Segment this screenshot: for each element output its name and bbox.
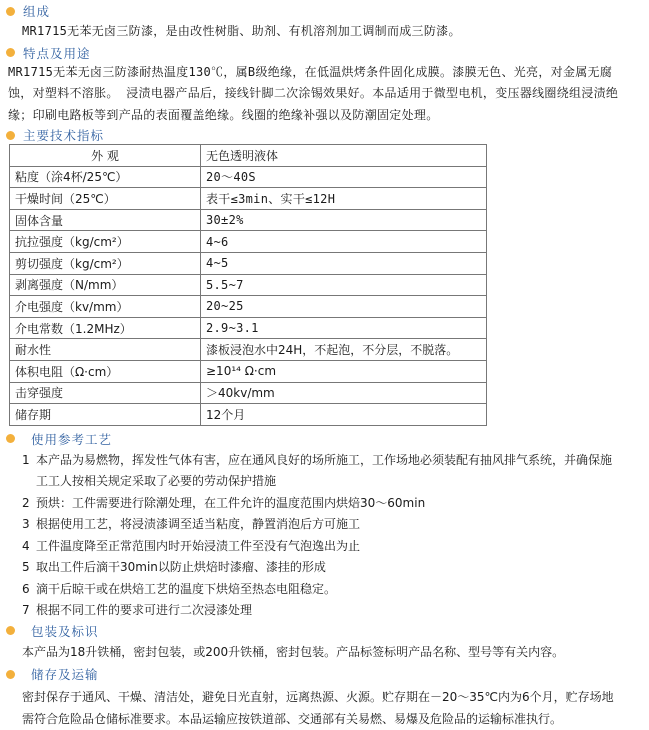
process-steps [0, 450, 649, 622]
section-title: 使用参考工艺 [31, 431, 113, 447]
text-line: MR1715无苯无卤三防漆，是由改性树脂、助剂、有机溶剂加工调制而成三防漆。 [22, 24, 461, 38]
text-line: 密封保存于通风、干燥、清洁处，避免日光直射，远离热源、火源。贮存期在－20～35℃内为6个月，贮存场地 [22, 690, 614, 705]
bullet-dot-icon [6, 131, 15, 140]
table-row [10, 231, 487, 253]
table-row [10, 145, 487, 167]
table-row [10, 296, 487, 318]
step-text: 工件温度降至正常范围内时开始浸渍工件至没有气泡逸出为止 [36, 538, 361, 553]
table-row [10, 166, 487, 188]
spec-key: 抗拉强度（kg/cm²） [10, 231, 201, 253]
table-row [10, 317, 487, 339]
spec-key: 储存期 [10, 404, 201, 426]
list-item [22, 557, 649, 579]
step-number: 7 [22, 603, 30, 618]
spec-value: 漆板浸泡水中24H，不起泡，不分层，不脱落。 [201, 339, 487, 361]
features-text [0, 62, 649, 127]
table-row [10, 188, 487, 210]
spec-key: 耐水性 [10, 339, 201, 361]
text-line: MR1715无苯无卤三防漆耐热温度130℃，属B级绝缘，在低温烘烤条件固化成膜。漆膜无色、光亮，对金属无腐 [8, 64, 613, 79]
list-item [22, 536, 649, 558]
spec-value: 4~6 [201, 231, 487, 253]
spec-value: 2.9~3.1 [201, 317, 487, 339]
spec-key: 体积电阻（Ω·cm） [10, 360, 201, 382]
bullet-dot-icon [6, 626, 15, 635]
table-row [10, 209, 487, 231]
spec-key: 外 观 [10, 145, 201, 167]
list-item [22, 450, 649, 472]
spec-key: 剪切强度（kg/cm²） [10, 252, 201, 274]
bullet-dot-icon [6, 434, 15, 443]
spec-value: 20~25 [201, 296, 487, 318]
section-title: 组成 [23, 4, 51, 19]
text-line: 缘；印刷电路板等到产品的表面覆盖绝缘。线圈的绝缘补强以及防潮固定处理。 [8, 107, 439, 122]
text-line: 本产品为18升铁桶，密封包装，或200升铁桶，密封包装。产品标签标明产品名称、型号等有关内容。 [22, 644, 565, 659]
list-item-continuation: 工工人按相关规定采取了必要的劳动保护措施 [36, 474, 277, 489]
step-text: 滴干后晾干或在烘焙工艺的温度下烘焙至热态电阻稳定。 [36, 581, 337, 596]
spec-key: 粘度（涂4杯/25℃） [10, 166, 201, 188]
spec-key: 介电强度（kv/mm） [10, 296, 201, 318]
section-title: 储存及运输 [31, 667, 99, 683]
spec-value: ≥10¹⁴ Ω·cm [201, 360, 487, 382]
spec-key: 剥离强度（N/mm） [10, 274, 201, 296]
section-heading-composition [0, 2, 649, 20]
spec-key: 干燥时间（25℃） [10, 188, 201, 210]
storage-text [0, 687, 649, 730]
step-text: 取出工件后滴干30min以防止烘焙时漆瘤、漆挂的形成 [36, 560, 326, 575]
table-row [10, 404, 487, 426]
step-number: 5 [22, 560, 30, 575]
step-number: 2 [22, 495, 30, 510]
spec-key: 击穿强度 [10, 382, 201, 404]
spec-value: 20～40S [201, 166, 487, 188]
table-row [10, 360, 487, 382]
packaging-text [0, 642, 649, 664]
section-heading-specs [0, 126, 649, 144]
list-item [22, 600, 649, 622]
spec-table [9, 144, 487, 426]
step-number: 3 [22, 517, 30, 532]
section-heading-packaging [0, 622, 649, 640]
table-row [10, 339, 487, 361]
section-title: 特点及用途 [23, 45, 91, 61]
spec-value: 无色透明液体 [201, 145, 487, 167]
step-number: 4 [22, 538, 30, 553]
section-title: 包装及标识 [31, 623, 99, 639]
spec-value: 12个月 [201, 404, 487, 426]
text-line: 需符合危险品仓储标准要求。本品运输应按铁道部、交通部有关易燃、易爆及危险品的运输标准执行。 [22, 711, 563, 726]
text-line: 蚀，对塑料不溶胀。 浸渍电器产品后，接线针脚二次涂锡效果好。本品适用于微型电机，变压器线圈绕组浸渍绝 [8, 86, 619, 100]
section-heading-storage [0, 665, 649, 683]
section-title: 主要技术指标 [23, 128, 105, 143]
list-item [22, 493, 649, 515]
step-text: 根据不同工件的要求可进行二次浸漆处理 [36, 603, 253, 618]
table-row [10, 252, 487, 274]
list-item [22, 514, 649, 536]
spec-value: 4~5 [201, 252, 487, 274]
section-heading-features [0, 44, 649, 62]
spec-value: 5.5~7 [201, 274, 487, 296]
section-heading-process [0, 430, 649, 448]
bullet-dot-icon [6, 7, 15, 16]
spec-value: 30±2% [201, 209, 487, 231]
bullet-dot-icon [6, 48, 15, 57]
step-text: 根据使用工艺，将浸渍漆调至适当粘度，静置消泡后方可施工 [36, 517, 361, 532]
list-item [22, 579, 649, 601]
step-text: 预烘：工件需要进行除潮处理，在工件允许的温度范围内烘焙30～60min [36, 495, 426, 510]
spec-key: 介电常数（1.2MHz） [10, 317, 201, 339]
step-number: 6 [22, 581, 30, 596]
composition-text [0, 21, 649, 43]
step-text: 本产品为易燃物，挥发性气体有害，应在通风良好的场所施工，工作场地必须装配有抽风排气系统，并确保施 [36, 452, 613, 467]
table-row [10, 274, 487, 296]
bullet-dot-icon [6, 670, 15, 679]
spec-value: 表干≤3min、实干≤12H [201, 188, 487, 210]
spec-value: ＞40kv/mm [201, 382, 487, 404]
table-row [10, 382, 487, 404]
spec-key: 固体含量 [10, 209, 201, 231]
step-number: 1 [22, 452, 30, 467]
